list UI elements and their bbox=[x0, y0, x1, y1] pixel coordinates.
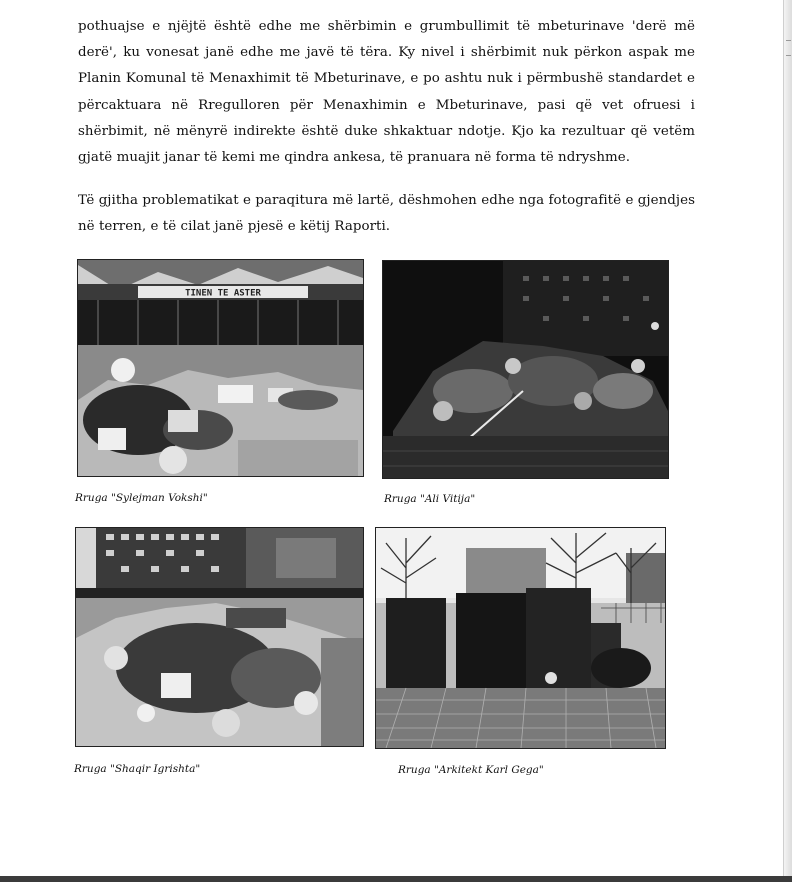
viewer-bottom-bar bbox=[0, 876, 792, 882]
body-paragraph-1: pothuajse e njëjtë është edhe me shërbimin e grumbullimit të mbeturinave 'derë më derë', ku vonesat janë edhe me javë të tëra. Ky nivel i shërbimit nuk përkon aspak me Planin Komunal të Menaxhimit të Mbeturinave, e po ashtu nuk i përmbushë standardet e përcaktuara në Rregulloren për Menaxhimin e Mbeturinave, pasi që vet ofruesi i shërbimit, në mënyrë indirekte është duke shkaktuar ndotje. Kjo ka rezultuar që vetëm gjatë muajit janar të kemi me qindra ankesa, të pranuara në forma të ndryshme. bbox=[78, 19, 695, 166]
page-right-edge bbox=[783, 0, 792, 876]
photo-arkitekt-karl-gega bbox=[375, 527, 666, 749]
photo-shaqir-igrishta bbox=[75, 527, 364, 747]
photo-sylejman-vokshi bbox=[77, 259, 364, 477]
photo-caption-4: Rruga "Arkitekt Karl Gega" bbox=[398, 764, 544, 776]
photo-caption-2: Rruga "Ali Vitija" bbox=[384, 493, 476, 505]
photo-sign-text: TINEN TE ASTER bbox=[185, 288, 261, 299]
photo-caption-1: Rruga "Sylejman Vokshi" bbox=[75, 492, 208, 504]
photo-caption-3: Rruga "Shaqir Igrishta" bbox=[74, 763, 201, 775]
body-paragraph-2: Të gjitha problematikat e paraqitura më lartë, dëshmohen edhe nga fotografitë e gjendjes në terren, e të cilat janë pjesë e këtij Raporti. bbox=[78, 193, 695, 235]
photo-ali-vitija bbox=[382, 260, 669, 479]
